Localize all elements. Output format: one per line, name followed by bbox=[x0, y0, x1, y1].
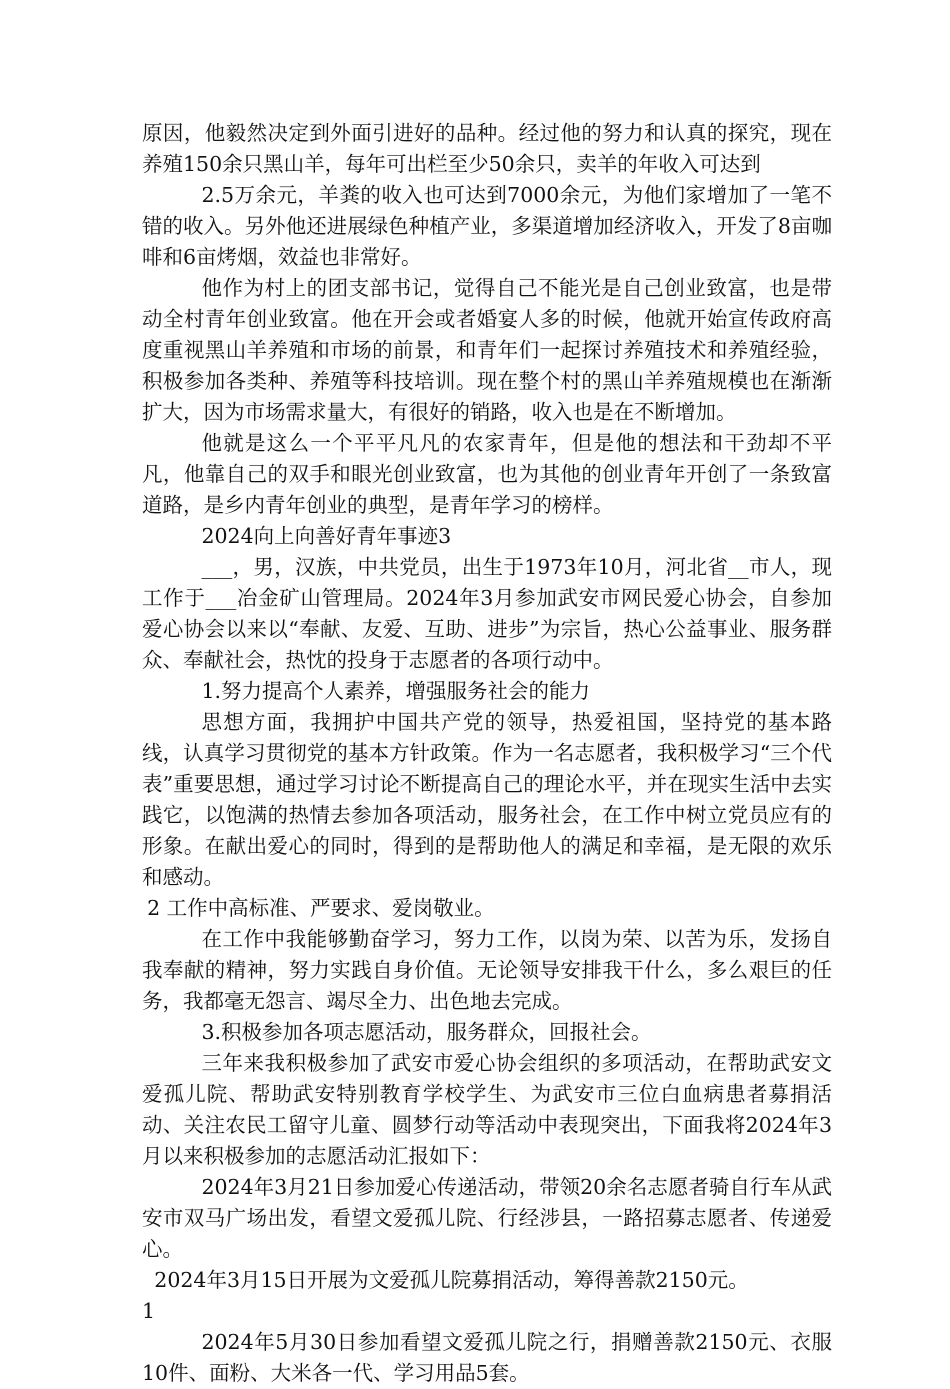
subheading-2: 2 工作中高标准、严要求、爱岗敬业。 bbox=[147, 896, 495, 920]
paragraph-2: 2.5万余元，羊粪的收入也可达到7000余元，为他们家增加了一笔不错的收入。另外他还进展绿色种植产业，多渠道增加经济收入，开发了8亩咖啡和6亩烤烟，效益也非常好。 bbox=[142, 183, 832, 269]
page-number-fragment: 1 bbox=[142, 1299, 156, 1323]
paragraph-13: 2024年3月21日参加爱心传递活动，带领20余名志愿者骑自行车从武安市双马广场出发，看望文爱孤儿院、行经涉县，一路招募志愿者、传递爱心。 bbox=[142, 1175, 832, 1261]
subheading-1: 1.努力提高个人素养，增强服务社会的能力 bbox=[201, 679, 590, 703]
paragraph-14: 2024年3月15日开展为文爱孤儿院募捐活动，筹得善款2150元。 bbox=[154, 1268, 749, 1292]
paragraph-3: 他作为村上的团支部书记，觉得自己不能光是自己创业致富，也是带动全村青年创业致富。他在开会或者婚宴人多的时候，他就开始宣传政府高度重视黑山羊养殖和市场的前景，和青年们一起探讨养殖技术和养殖经验，积极参加各类种、养殖等科技培训。现在整个村的黑山羊养殖规模也在渐渐扩大，因为市场需求量大，有很好的销路，收入也是在不断增加。 bbox=[142, 276, 832, 424]
subheading-3: 3.积极参加各项志愿活动，服务群众，回报社会。 bbox=[201, 1020, 652, 1044]
section-heading-3: 2024向上向善好青年事迹3 bbox=[201, 524, 452, 548]
paragraph-10: 在工作中我能够勤奋学习，努力工作，以岗为荣、以苦为乐，发扬自我奉献的精神，努力实践自身价值。无论领导安排我干什么，多么艰巨的任务，我都毫无怨言、竭尽全力、出色地去完成。 bbox=[142, 927, 832, 1013]
paragraph-6: ___，男，汉族，中共党员，出生于1973年10月，河北省__市人，现工作于___冶金矿山管理局。2024年3月参加武安市网民爱心协会，自参加爱心协会以来以“奉献、友爱、互助、进步”为宗旨，热心公益事业、服务群众、奉献社会，热忱的投身于志愿者的各项行动中。 bbox=[142, 555, 832, 672]
document-page bbox=[142, 118, 832, 1389]
paragraph-8: 思想方面，我拥护中国共产党的领导，热爱祖国，坚持党的基本路线，认真学习贯彻党的基本方针政策。作为一名志愿者，我积极学习“三个代表”重要思想，通过学习讨论不断提高自己的理论水平，并在现实生活中去实践它，以饱满的热情去参加各项活动，服务社会，在工作中树立党员应有的形象。在献出爱心的同时，得到的是帮助他人的满足和幸福，是无限的欢乐和感动。 bbox=[142, 710, 832, 889]
paragraph-12: 三年来我积极参加了武安市爱心协会组织的多项活动，在帮助武安文爱孤儿院、帮助武安特别教育学校学生、为武安市三位白血病患者募捐活动、关注农民工留守儿童、圆梦行动等活动中表现突出，下面我将2024年3月以来积极参加的志愿活动汇报如下： bbox=[142, 1051, 832, 1168]
paragraph-1: 原因，他毅然决定到外面引进好的品种。经过他的努力和认真的探究，现在养殖150余只黑山羊，每年可出栏至少50余只，卖羊的年收入可达到 bbox=[142, 121, 832, 176]
paragraph-4: 他就是这么一个平平凡凡的农家青年，但是他的想法和干劲却不平凡，他靠自己的双手和眼光创业致富，也为其他的创业青年开创了一条致富道路，是乡内青年创业的典型，是青年学习的榜样。 bbox=[142, 431, 832, 517]
paragraph-16: 2024年5月30日参加看望文爱孤儿院之行，捐赠善款2150元、衣服10件、面粉、大米各一代、学习用品5套。 bbox=[142, 1330, 832, 1385]
